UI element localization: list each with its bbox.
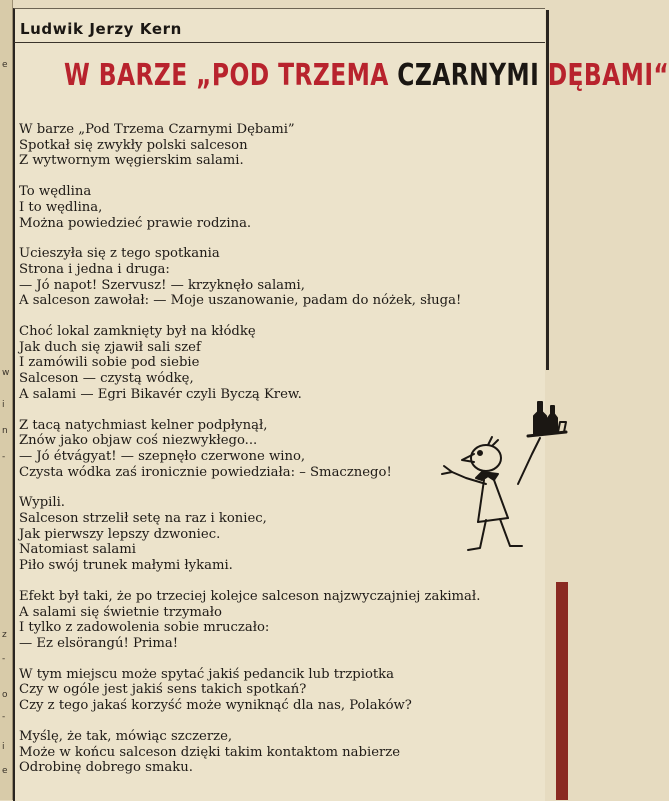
poem-line: Salceson — czystą wódkę, (19, 371, 194, 387)
strip-char: - (2, 654, 6, 664)
stanza-7 (19, 589, 539, 652)
poem-line: Efekt był taki, że po trzeciej kolejce salceson najzwyczajniej zakimał. (19, 588, 481, 604)
poem-line: Ucieszyła się z tego spotkania (19, 246, 220, 262)
stanza-4 (19, 324, 539, 403)
strip-char: e (2, 60, 8, 70)
poem-line: Czysta wódka zaś ironicznie powiedziała: – Smacznego! (19, 464, 392, 480)
poem-line: Może w końcu salceson dzięki takim kontaktom nabierze (19, 744, 401, 760)
poem-line: A salami — Egri Bikavér czyli Byczą Krew. (19, 386, 302, 402)
poem-title (64, 58, 669, 93)
poem-line: Czy w ogóle jest jakiś sens takich spotkań? (19, 682, 307, 698)
adjacent-red-block (556, 582, 568, 800)
stanza-8 (19, 667, 539, 714)
author-byline: Ludwik Jerzy Kern (20, 20, 182, 38)
poem-line: Odrobinę dobrego smaku. (19, 760, 193, 776)
title-part-2: CZARNYMI (397, 58, 540, 93)
poem-line: Jak pierwszy lepszy dzwoniec. (19, 526, 221, 542)
poem-line: A salami się świetnie trzymało (19, 604, 222, 620)
strip-char: i (2, 400, 5, 410)
strip-char: n (2, 426, 8, 436)
poem-line: Choć lokal zamknięty był na kłódkę (19, 324, 256, 340)
adjacent-column-strip (0, 0, 13, 800)
stanza-1 (19, 122, 539, 169)
strip-char: w (2, 368, 10, 378)
strip-char: e (2, 766, 8, 776)
title-part-1: W BARZE „POD TRZEMA (64, 58, 398, 93)
stanza-3 (19, 246, 539, 309)
poem-line: — Jó napot! Szervusz! — krzyknęło salami, (19, 277, 305, 293)
poem-line: Piło swój trunek małymi łykami. (19, 558, 233, 574)
poem-line: W barze „Pod Trzema Czarnymi Dębami” (19, 122, 295, 137)
poem-line: Strona i jedna i druga: (19, 261, 170, 277)
poem-line: Z tacą natychmiast kelner podpłynął, (19, 417, 268, 433)
poem-line: Natomiast salami (19, 542, 136, 558)
poem-line: Z wytwornym węgierskim salami. (19, 153, 244, 169)
poem-line: Myślę, że tak, mówiąc szczerze, (19, 728, 233, 744)
poem-line: To wędlina (19, 184, 92, 200)
strip-char: i (2, 742, 5, 752)
poem-line: Salceson strzelił setę na raz i koniec, (19, 511, 267, 527)
poem-line: Wypili. (19, 495, 66, 511)
title-part-3: DĘBAMI“ (539, 58, 669, 93)
strip-char: - (2, 452, 6, 462)
poem-line: A salceson zawołał: — Moje uszanowanie, padam do nóżek, sługa! (19, 293, 462, 309)
poem-line: I zamówili sobie pod siebie (19, 355, 200, 371)
poem-line: Można powiedzieć prawie rodzina. (19, 215, 252, 231)
strip-char: o (2, 690, 8, 700)
poem-line: Jak duch się zjawił sali szef (19, 339, 201, 355)
poem-line: I to wędlina, (19, 199, 103, 215)
poem-line: Spotkał się zwykły polski salceson (19, 137, 248, 153)
poem-line: Znów jako objaw coś niezwykłego... (19, 433, 258, 449)
stanza-9 (19, 729, 539, 776)
poem-line: W tym miejscu może spytać jakiś pedancik lub trzpiotka (19, 666, 395, 682)
strip-char: z (2, 630, 7, 640)
strip-char: - (2, 712, 6, 722)
poem-line: — Jó étvágyat! — szepnęło czerwone wino, (19, 448, 306, 464)
stanza-2 (19, 184, 539, 231)
waiter-illustration (436, 392, 568, 552)
poem-line: Czy z tego jakaś korzyść może wyniknąć dla nas, Polaków? (19, 698, 412, 714)
poem-line: I tylko z zadowolenia sobie mruczało: (19, 620, 270, 636)
byline-divider (14, 42, 545, 43)
poem-line: — Ez elsörangú! Prima! (19, 635, 179, 651)
